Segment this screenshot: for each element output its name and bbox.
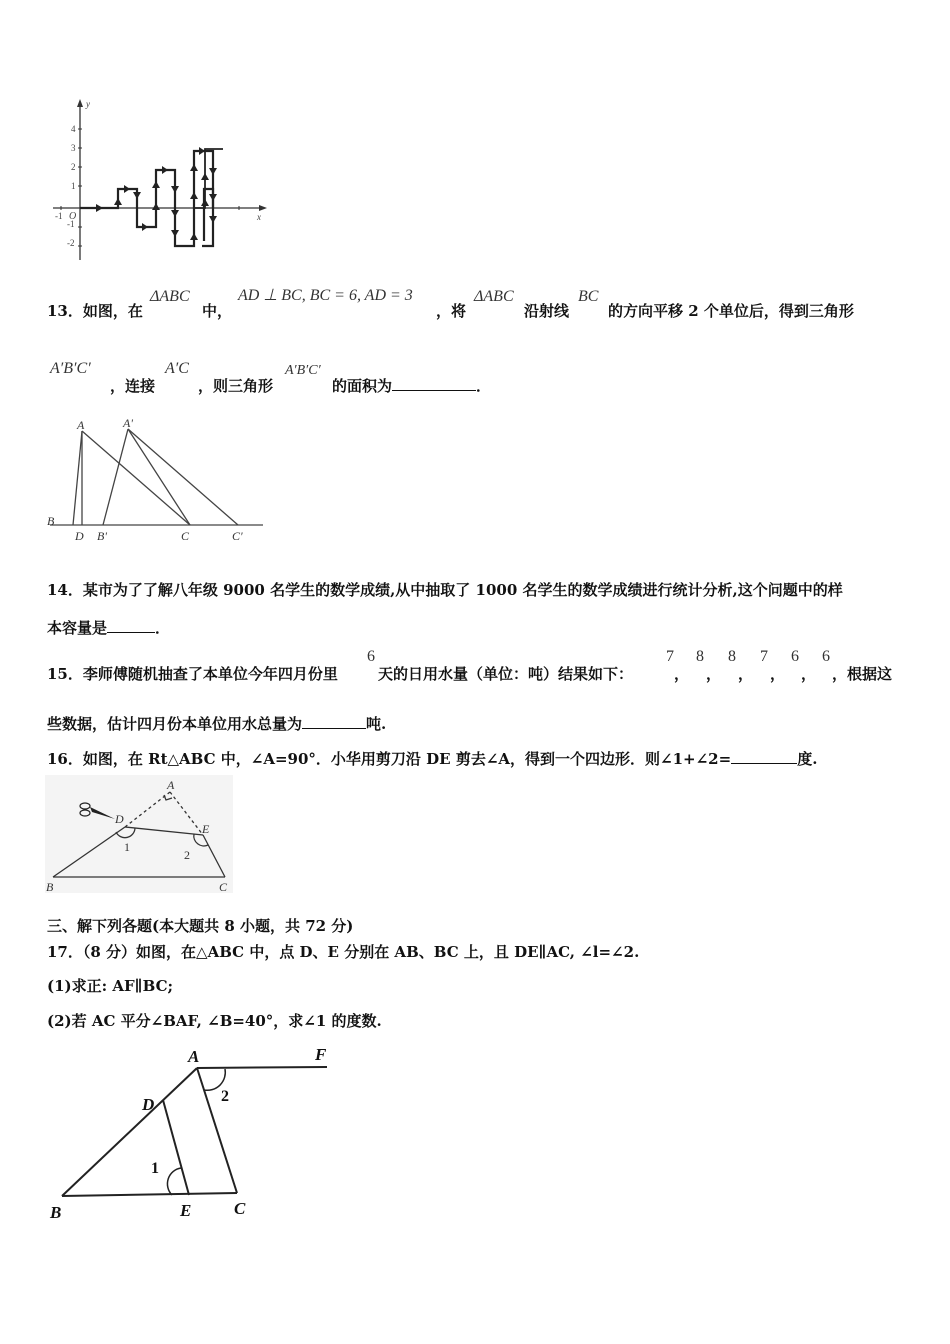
y-axis-label: y: [86, 99, 90, 109]
value: 6: [791, 648, 799, 665]
q16-cut-triangle-figure: [45, 775, 235, 895]
label-angle-1: 1: [124, 840, 130, 854]
coordinate-graph-figure: [45, 95, 270, 270]
math-days: 6: [367, 648, 375, 665]
question-17-stem: 17．（8 分）如图，在△ABC 中，点 D、E 分别在 AB、BC 上，且 DE∥AC, ∠l=∠2.: [47, 943, 640, 961]
math-triangle-abc: ΔABC: [474, 288, 514, 305]
label-a-prime: A': [123, 416, 133, 430]
y-tick-label: -1: [67, 219, 75, 229]
side-ba: [62, 1068, 197, 1196]
question-13-text: 沿射线: [524, 302, 570, 320]
question-17-part2: (2)若 AC 平分∠BAF, ∠B=40°，求∠1 的度数.: [47, 1012, 382, 1030]
label-c: C: [234, 1199, 246, 1218]
q17-parallel-figure: [40, 1040, 360, 1225]
value: 7: [666, 648, 674, 665]
label-b: B: [50, 1203, 62, 1222]
y-tick-label: 3: [71, 143, 76, 153]
question-13-line1: 13．如图，在: [47, 302, 143, 320]
label-angle-2: 2: [184, 848, 190, 862]
separator: ，: [706, 665, 722, 683]
section-title: 三、解下列各题(本大题共 8 小题，共 72 分): [47, 917, 354, 935]
value: 8: [728, 648, 736, 665]
label-c: C: [219, 880, 228, 894]
side-ac: [82, 431, 190, 525]
math-triangle-a1b1c1: A′B′C′: [285, 363, 321, 378]
answer-blank[interactable]: [107, 618, 155, 633]
question-13-text: 的面积为 ．: [332, 377, 492, 395]
label-a: A: [188, 1047, 200, 1066]
label-e: E: [180, 1201, 192, 1220]
angle-1-arc: [167, 1168, 181, 1195]
answer-blank[interactable]: [302, 714, 366, 729]
answer-blank[interactable]: [731, 749, 797, 764]
label-angle-1: 1: [151, 1160, 159, 1177]
label-c-prime: C': [232, 529, 243, 543]
math-triangle-abc: ΔABC: [150, 288, 190, 305]
y-tick-label: 2: [71, 162, 76, 172]
x-tick-label: -1: [55, 211, 63, 221]
x-axis-label: x: [257, 212, 261, 222]
label-b: B: [47, 514, 55, 528]
separator: ，: [801, 665, 817, 683]
y-tick-label: 4: [71, 124, 76, 134]
value: 7: [760, 648, 768, 665]
math-ray-bc: BC: [578, 288, 599, 305]
question-16-text: 16．如图，在 Rt△ABC 中，∠A=90°．小华用剪刀沿 DE 剪去∠A，得到一个四边形．则∠1+∠2= 度.: [47, 750, 818, 768]
side-a1b1: [103, 429, 128, 525]
side-a1c1: [128, 429, 238, 525]
question-15-line2: 些数据，估计四月份本单位用水总量为 吨.: [47, 715, 387, 733]
label-f: F: [315, 1045, 327, 1064]
question-14-line2: 本容量是 ．: [47, 619, 171, 637]
origin-label: O: [69, 211, 77, 222]
question-13-text: ，连接: [110, 377, 156, 395]
water-values: [664, 648, 840, 688]
ray-af: [197, 1067, 327, 1068]
segment-de: [163, 1100, 189, 1195]
y-tick-label: 1: [71, 181, 76, 191]
question-15-line1: 15．李师傅随机抽查了本单位今年四月份里: [47, 665, 338, 683]
q13-translated-triangles-figure: [45, 415, 270, 545]
label-a: A: [77, 418, 85, 432]
label-b: B: [46, 880, 54, 894]
label-d: D: [115, 812, 124, 826]
question-15-text: ，根据这: [832, 665, 893, 683]
question-13-text: ，则三角形: [198, 377, 274, 395]
y-tick-label: -2: [67, 238, 75, 248]
y-tick-labels: [55, 124, 76, 248]
label-b-prime: B': [97, 529, 107, 543]
value: 8: [696, 648, 704, 665]
question-17-part1: (1)求正: AF∥BC;: [47, 977, 174, 995]
separator: ，: [738, 665, 754, 683]
x-axis-arrow: [259, 205, 267, 211]
answer-blank[interactable]: [392, 376, 476, 391]
separator: ，: [674, 665, 690, 683]
label-angle-2: 2: [221, 1088, 229, 1105]
side-bc: [62, 1193, 237, 1196]
side-ab: [73, 431, 82, 525]
math-condition: AD ⊥ BC, BC = 6, AD = 3: [238, 287, 413, 304]
question-14-line1: 14．某市为了了解八年级 9000 名学生的数学成绩,从中抽取了 1000 名学生的数学成绩进行统计分析,这个问题中的样: [47, 581, 843, 599]
question-13-text: ，将: [436, 302, 467, 320]
zigzag-path-final: [194, 149, 223, 208]
question-13-text: 中，: [202, 302, 233, 320]
label-e: E: [202, 822, 210, 836]
y-axis-arrow: [77, 99, 83, 107]
label-a: A: [167, 778, 175, 792]
math-triangle-a1b1c1: A′B′C′: [50, 360, 91, 377]
question-13-text: 的方向平移 2 个单位后，得到三角形: [608, 302, 854, 320]
value: 6: [822, 648, 830, 665]
separator: ，: [770, 665, 786, 683]
label-c: C: [181, 529, 190, 543]
math-segment-a1c: A′C: [165, 360, 189, 377]
label-d: D: [75, 529, 84, 543]
segment-a1c: [128, 429, 190, 525]
question-15-text: 天的日用水量（单位：吨）结果如下：: [378, 665, 634, 683]
label-d: D: [142, 1095, 155, 1114]
